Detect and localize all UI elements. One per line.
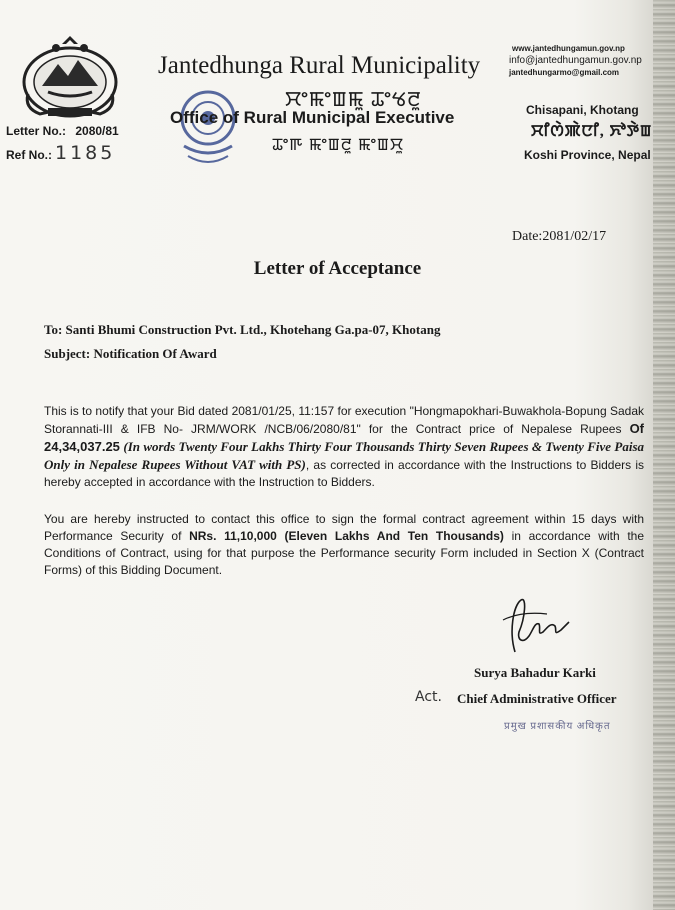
handwritten-signature-icon	[495, 592, 575, 660]
office-location: Chisapani, Khotang	[526, 103, 639, 117]
acting-handwritten: Act.	[415, 689, 442, 705]
ref-number-label: Ref No.:	[6, 148, 52, 162]
page-edge-shadow	[653, 0, 675, 910]
paragraph-2-intro: You are hereby instructed to contact this office to sign the formal contract agreement within 15 days with Performance Security of	[44, 512, 644, 543]
paragraph-1-intro: This is to notify that your Bid dated 2081/01/25, 11:157 for execution "Hongmapokhari-Buwakhola-Bopung Sadak Storannati-III & IFB No- JRM/WORK /NCB/06/2080/81" for the Contract price of Nepalese Rupees	[44, 404, 644, 436]
letter-number-label: Letter No.:	[6, 124, 66, 138]
office-stamp-icon	[168, 86, 268, 172]
municipality-name: Jantedhunga Rural Municipality	[158, 52, 481, 79]
letter-title: Letter of Acceptance	[253, 258, 422, 279]
designation-stamp: प्रमुख प्रशासकीय अधिकृत	[504, 721, 611, 732]
letter-number	[6, 124, 119, 138]
performance-security-amount: NRs. 11,10,000 (Eleven Lakhs And Ten Thousands)	[189, 529, 504, 543]
subject-line: Subject: Notification Of Award	[44, 346, 217, 361]
signatory-designation: Chief Administrative Officer	[457, 691, 617, 706]
official-email-link[interactable]: info@jantedhungamun.gov.np	[509, 55, 642, 66]
recipient-line: To: Santi Bhumi Construction Pvt. Ltd., Khotehang Ga.pa-07, Khotang	[44, 322, 441, 337]
contract-amount: Of 24,34,037.25	[44, 421, 645, 454]
office-name-native: ꯊꯦꯒ ꯃꯦꯡꯂꯨ ꯃꯦꯡꯆꯨ	[272, 135, 405, 154]
contract-amount-words: (In words Twenty Four Lakhs Thirty Four Thousands Thirty Seven Rupees & Twenty Five Paisa Only in Nepalese Rupees Without VAT with PS)	[44, 439, 644, 472]
paragraph-2-closing: in accordance with the Conditions of Contract, using for that purpose the Performance security Form included in Section X (Contract Forms) of this Bidding Document.	[44, 529, 645, 577]
alt-email-link[interactable]: jantedhungarmo@gmail.com	[509, 68, 620, 77]
municipality-name-native: ꯆꯦꯃꯦꯡꯃꯨ ꯊꯦꯠꯂꯨ	[285, 87, 422, 111]
website-link[interactable]: www.jantedhungamun.gov.np	[512, 44, 625, 53]
province-label: Koshi Province, Nepal	[524, 148, 651, 162]
paragraph-1-closing: , as corrected in accordance with the Instructions to Bidders is hereby accepted in accordance with the Instruction to Bidders.	[44, 458, 644, 489]
signatory-name: Surya Bahadur Karki	[474, 665, 596, 680]
letter-date: Date:2081/02/17	[512, 229, 607, 244]
body-paragraph-2	[44, 511, 644, 579]
office-location-native: ꯆꯤꯁꯥꯄꯥꯅꯤ, ꯈꯣꯇꯥꯡ	[531, 123, 653, 140]
nepal-emblem-icon	[18, 34, 122, 120]
body-paragraph-1	[44, 403, 644, 491]
letter-number-value: 2080/81	[75, 124, 119, 138]
ref-number-handwritten: 1185	[55, 142, 116, 164]
office-name: Office of Rural Municipal Executive	[170, 108, 455, 127]
